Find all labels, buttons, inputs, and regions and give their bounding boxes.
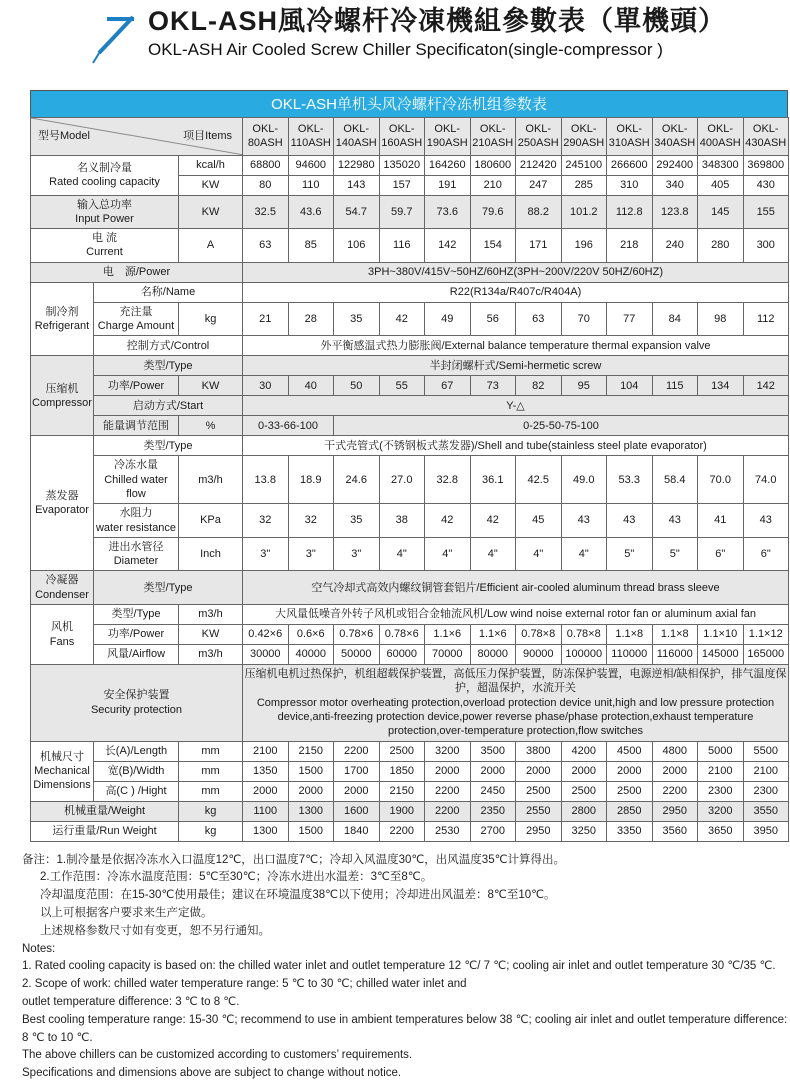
row-label: 能量调节范围: [94, 416, 179, 436]
spec-value: 43: [652, 504, 698, 538]
spec-value: 3650: [698, 821, 744, 841]
spec-value: 2100: [698, 761, 744, 781]
row-label: 水阻力 water resistance: [94, 504, 179, 538]
spec-value: 100000: [561, 645, 607, 665]
spec-value: 1300: [243, 821, 289, 841]
spec-value: 2150: [379, 781, 425, 801]
unit-label: KW: [179, 625, 243, 645]
spec-value: 36.1: [470, 456, 516, 504]
spec-value: 3560: [652, 821, 698, 841]
spec-value: 110000: [607, 645, 653, 665]
spec-value: 1600: [334, 801, 380, 821]
spec-value: 2200: [379, 821, 425, 841]
spec-value: 104: [607, 376, 653, 396]
spec-value: 142: [425, 229, 471, 263]
spec-value: 240: [652, 229, 698, 263]
unit-label: KPa: [179, 504, 243, 538]
security-protection-text: 压缩机电机过热保护，机组超载保护装置，高低压力保护装置，防冻保护装置，电源逆相/缺相保护，排气温度保护，超温保护，水流开关 Compressor motor overheating protection,overload protection device unit,high and low pressure protection device,anti-freezing protection device,power reverse phase/phase protection,exhaust temperature protection,over-temperature protection,flow switches: [243, 665, 789, 741]
note-line: 以上可根据客户要求来生产定做。: [40, 906, 213, 919]
spec-value: 0.42×6: [243, 625, 289, 645]
row-label: 功率/Power: [94, 625, 179, 645]
spec-value: 70.0: [698, 456, 744, 504]
model-column-header: OKL- 80ASH: [243, 118, 289, 156]
spec-value: 45: [516, 504, 562, 538]
row-label: 高(C ) /Hight: [94, 781, 179, 801]
note-line: Specifications and dimensions above are subject to change without notice.: [22, 1067, 402, 1080]
spec-value: 42: [425, 504, 471, 538]
spec-value: 43: [561, 504, 607, 538]
unit-label: m3/h: [179, 605, 243, 625]
spec-value: 56: [470, 302, 516, 336]
notes-section: [22, 852, 790, 1083]
spec-value: 49.0: [561, 456, 607, 504]
spec-value: 135020: [379, 155, 425, 175]
spec-value: 122980: [334, 155, 380, 175]
row-label: 安全保护装置 Security protection: [31, 665, 243, 741]
spec-value: 212420: [516, 155, 562, 175]
spec-value-wide: 0-33-66-100: [243, 416, 334, 436]
spec-value: 63: [243, 229, 289, 263]
spec-value: 101.2: [561, 195, 607, 229]
spec-value: 59.7: [379, 195, 425, 229]
spec-value: 280: [698, 229, 744, 263]
row-label: 启动方式/Start: [94, 396, 243, 416]
spec-value: 79.6: [470, 195, 516, 229]
spec-value: 1.1×8: [607, 625, 653, 645]
row-label: 风量/Airflow: [94, 645, 179, 665]
model-column-header: OKL- 250ASH: [516, 118, 562, 156]
spec-value: 2300: [743, 781, 789, 801]
spec-value: 82: [516, 376, 562, 396]
corner-items-label: 项目Items: [183, 130, 232, 143]
model-column-header: OKL- 190ASH: [425, 118, 471, 156]
spec-value: 1900: [379, 801, 425, 821]
spec-value: 0.6×6: [288, 625, 334, 645]
spec-value: 310: [607, 175, 653, 195]
model-column-header: OKL- 140ASH: [334, 118, 380, 156]
spec-value: 300: [743, 229, 789, 263]
spec-value: 348300: [698, 155, 744, 175]
spec-value-wide: 0-25-50-75-100: [334, 416, 789, 436]
spec-value: 21: [243, 302, 289, 336]
spec-value: 1500: [288, 761, 334, 781]
spec-value: 2200: [425, 781, 471, 801]
spec-value: 32.8: [425, 456, 471, 504]
spec-value: 63: [516, 302, 562, 336]
spec-value: 106: [334, 229, 380, 263]
spec-table-section: [30, 90, 788, 842]
spec-value: 0.78×6: [334, 625, 380, 645]
spec-value: 115: [652, 376, 698, 396]
spec-value: 40000: [288, 645, 334, 665]
spec-value: 2350: [470, 801, 516, 821]
spec-table-body: [31, 118, 789, 842]
spec-value: 157: [379, 175, 425, 195]
spec-value: 2950: [652, 801, 698, 821]
spec-value: 50000: [334, 645, 380, 665]
spec-value: 32: [243, 504, 289, 538]
spec-value: 112.8: [607, 195, 653, 229]
spec-value: 2500: [379, 741, 425, 761]
spec-value: 32: [288, 504, 334, 538]
spec-value: 77: [607, 302, 653, 336]
note-line: 冷却温度范围：在15-30℃使用最佳；建议在环境温度38℃以下使用；冷却进出风温差：8℃至10℃。: [40, 889, 556, 902]
spec-value: 2850: [607, 801, 653, 821]
spec-value: 5": [607, 537, 653, 571]
model-column-header: OKL- 430ASH: [743, 118, 789, 156]
spec-value: 42: [470, 504, 516, 538]
spec-value: 3200: [698, 801, 744, 821]
spec-value: 1300: [288, 801, 334, 821]
note-line: The above chillers can be customized according to customers’ requirements.: [22, 1049, 413, 1062]
spec-value: 4500: [607, 741, 653, 761]
spec-value: 30000: [243, 645, 289, 665]
category-label: 风机 Fans: [31, 605, 94, 665]
spec-value: 145000: [698, 645, 744, 665]
spec-value: 27.0: [379, 456, 425, 504]
spec-value: 2100: [243, 741, 289, 761]
spec-value: 1.1×12: [743, 625, 789, 645]
spec-value: 405: [698, 175, 744, 195]
row-label: 进出水管径 Diameter: [94, 537, 179, 571]
spec-value: 4": [425, 537, 471, 571]
spec-value: 24.6: [334, 456, 380, 504]
spec-value: 50: [334, 376, 380, 396]
spec-value: 3950: [743, 821, 789, 841]
spec-value: 73.6: [425, 195, 471, 229]
category-label: 机械尺寸 Mechanical Dimensions: [31, 741, 94, 801]
spec-value: 3250: [561, 821, 607, 841]
spec-value: 42: [379, 302, 425, 336]
spec-value: 1.1×8: [652, 625, 698, 645]
spec-value: 3": [243, 537, 289, 571]
spec-value: 4": [516, 537, 562, 571]
spec-value: 4": [470, 537, 516, 571]
row-label: 长(A)/Length: [94, 741, 179, 761]
spec-value: 90000: [516, 645, 562, 665]
spec-value: 218: [607, 229, 653, 263]
spec-value: 40: [288, 376, 334, 396]
spec-value: 155: [743, 195, 789, 229]
spec-value: 245100: [561, 155, 607, 175]
spec-value: 145: [698, 195, 744, 229]
spec-value: 196: [561, 229, 607, 263]
spec-value: 2300: [698, 781, 744, 801]
spec-value: 3550: [743, 801, 789, 821]
spec-value: 1500: [288, 821, 334, 841]
row-label: 名称/Name: [94, 282, 243, 302]
spec-value-wide: 外平衡感温式热力膨胀阀/External balance temperature thermal expansion valve: [243, 336, 789, 356]
spec-value-wide: 3PH~380V/415V~50HZ/60HZ(3PH~200V/220V 50HZ/60HZ): [243, 262, 789, 282]
unit-label: Inch: [179, 537, 243, 571]
spec-value: 285: [561, 175, 607, 195]
model-column-header: OKL- 340ASH: [652, 118, 698, 156]
spec-value: 43: [607, 504, 653, 538]
note-line: 备注：1.制冷量是依据冷冻水入口温度12℃，出口温度7℃；冷却入风温度30℃，出风温度35℃计算得出。: [22, 853, 566, 866]
spec-value-wide: 大风量低噪音外转子风机或铝合金轴流风机/Low wind noise external rotor fan or aluminum axial fan: [243, 605, 789, 625]
spec-value: 2200: [652, 781, 698, 801]
spec-value-wide: Y-△: [243, 396, 789, 416]
spec-value: 4": [379, 537, 425, 571]
spec-value: 2000: [652, 761, 698, 781]
spec-value: 41: [698, 504, 744, 538]
spec-value: 191: [425, 175, 471, 195]
spec-value: 110: [288, 175, 334, 195]
spec-value-wide: R22(R134a/R407c/R404A): [243, 282, 789, 302]
spec-value: 0.78×6: [379, 625, 425, 645]
row-label: 类型/Type: [94, 356, 243, 376]
spec-value: 42.5: [516, 456, 562, 504]
row-label: 名义制冷量 Rated cooling capacity: [31, 155, 179, 195]
spec-value: 3350: [607, 821, 653, 841]
spec-value: 5000: [698, 741, 744, 761]
up-right-arrow-icon: [90, 10, 140, 66]
spec-value: 154: [470, 229, 516, 263]
spec-value: 35: [334, 504, 380, 538]
spec-value: 2200: [334, 741, 380, 761]
spec-value: 85: [288, 229, 334, 263]
spec-value: 2000: [516, 761, 562, 781]
spec-value: 340: [652, 175, 698, 195]
spec-value: 49: [425, 302, 471, 336]
row-label: 电 源/Power: [31, 262, 243, 282]
spec-value: 2000: [243, 781, 289, 801]
spec-value: 2700: [470, 821, 516, 841]
spec-value: 3500: [470, 741, 516, 761]
spec-value: 430: [743, 175, 789, 195]
row-label: 输入总功率 Input Power: [31, 195, 179, 229]
spec-value: 2500: [516, 781, 562, 801]
row-label: 充注量 Charge Amount: [94, 302, 179, 336]
spec-value: 2000: [607, 761, 653, 781]
corner-model-label: 型号Model: [38, 130, 90, 143]
spec-value: 2500: [561, 781, 607, 801]
row-label: 类型/Type: [94, 571, 243, 605]
spec-value: 70: [561, 302, 607, 336]
category-label: 冷凝器 Condenser: [31, 571, 94, 605]
spec-value: 98: [698, 302, 744, 336]
note-line: 1. Rated cooling capacity is based on: the chilled water inlet and outlet temperature 12 ℃/ 7 ℃; cooling air inlet and outlet temperature 30 ℃/35 ℃.: [22, 960, 776, 973]
spec-value: 2000: [334, 781, 380, 801]
spec-value: 2000: [470, 761, 516, 781]
spec-value: 142: [743, 376, 789, 396]
spec-value: 1.1×6: [425, 625, 471, 645]
spec-value: 2950: [516, 821, 562, 841]
spec-value: 1.1×6: [470, 625, 516, 645]
spec-value: 95: [561, 376, 607, 396]
spec-value: 164260: [425, 155, 471, 175]
spec-value: 4800: [652, 741, 698, 761]
spec-value: 38: [379, 504, 425, 538]
spec-value: 70000: [425, 645, 471, 665]
spec-value: 2550: [516, 801, 562, 821]
spec-value-wide: 干式壳管式(不锈钢板式蒸发器)/Shell and tube(stainless steel plate evaporator): [243, 436, 789, 456]
category-label: 制冷剂 Refrigerant: [31, 282, 94, 356]
spec-value: 6": [698, 537, 744, 571]
spec-value: 43: [743, 504, 789, 538]
spec-value: 43.6: [288, 195, 334, 229]
note-line: Notes:: [22, 942, 56, 955]
note-line: 上述规格参数尺寸如有变更，恕不另行通知。: [40, 924, 270, 937]
spec-value: 266600: [607, 155, 653, 175]
spec-value: 1100: [243, 801, 289, 821]
table-title-bar: OKL-ASH单机头风冷螺杆冷冻机组参数表: [30, 90, 788, 117]
spec-value: 2000: [425, 761, 471, 781]
page-subtitle: OKL-ASH Air Cooled Screw Chiller Specificaton(single-compressor ): [148, 40, 663, 60]
spec-value: 292400: [652, 155, 698, 175]
spec-value: 2450: [470, 781, 516, 801]
page-title: OKL-ASH風冷螺杆冷凍機組參數表（單機頭）: [148, 6, 726, 36]
spec-value: 53.3: [607, 456, 653, 504]
row-label: 电 流 Current: [31, 229, 179, 263]
spec-value: 2500: [607, 781, 653, 801]
category-label: 蒸发器 Evaporator: [31, 436, 94, 571]
unit-label: %: [179, 416, 243, 436]
spec-value: 5": [652, 537, 698, 571]
spec-value: 2530: [425, 821, 471, 841]
spec-value: 3": [334, 537, 380, 571]
spec-value: 2200: [425, 801, 471, 821]
spec-value-wide: 半封闭螺杆式/Semi-hermetic screw: [243, 356, 789, 376]
spec-value: 84: [652, 302, 698, 336]
spec-value: 165000: [743, 645, 789, 665]
spec-table: [30, 117, 789, 842]
unit-label: KW: [179, 195, 243, 229]
unit-label: m3/h: [179, 456, 243, 504]
row-label: 控制方式/Control: [94, 336, 243, 356]
spec-value: 369800: [743, 155, 789, 175]
spec-value: 2150: [288, 741, 334, 761]
spec-value: 80: [243, 175, 289, 195]
spec-value: 0.78×8: [516, 625, 562, 645]
spec-value: 3200: [425, 741, 471, 761]
spec-value: 1.1×10: [698, 625, 744, 645]
spec-value: 1700: [334, 761, 380, 781]
spec-value: 60000: [379, 645, 425, 665]
spec-value: 88.2: [516, 195, 562, 229]
model-column-header: OKL- 290ASH: [561, 118, 607, 156]
category-label: 压缩机 Compressor: [31, 356, 94, 436]
unit-label: kg: [179, 801, 243, 821]
spec-value: 67: [425, 376, 471, 396]
spec-value: 35: [334, 302, 380, 336]
row-label: 宽(B)/Width: [94, 761, 179, 781]
row-label: 运行重量/Run Weight: [31, 821, 179, 841]
unit-label: m3/h: [179, 645, 243, 665]
note-line: 2.工作范围：冷冻水温度范围：5℃至30℃；冷冻水进出水温差：3℃至8℃。: [40, 871, 433, 884]
spec-value: 3800: [516, 741, 562, 761]
spec-value: 116000: [652, 645, 698, 665]
spec-value: 143: [334, 175, 380, 195]
spec-value: 112: [743, 302, 789, 336]
row-label: 功率/Power: [94, 376, 179, 396]
spec-value: 30: [243, 376, 289, 396]
row-label: 类型/Type: [94, 605, 179, 625]
note-line: Best cooling temperature range: 15-30 ℃; recommend to use in ambient temperatures below 38 ℃; cooling air inlet and outlet temperature difference: 8 ℃ to 10 ℃.: [22, 1013, 788, 1044]
spec-value: 210: [470, 175, 516, 195]
spec-value: 94600: [288, 155, 334, 175]
spec-value: 4200: [561, 741, 607, 761]
spec-value: 13.8: [243, 456, 289, 504]
spec-value: 3": [288, 537, 334, 571]
spec-value: 32.5: [243, 195, 289, 229]
unit-label: A: [179, 229, 243, 263]
model-column-header: OKL- 160ASH: [379, 118, 425, 156]
unit-label: kg: [179, 821, 243, 841]
corner-header-cell: [31, 118, 243, 156]
unit-label: kg: [179, 302, 243, 336]
unit-label: KW: [179, 376, 243, 396]
spec-value-wide: 空气冷却式高效内螺纹铜管套铝片/Efficient air-cooled aluminum thread brass sleeve: [243, 571, 789, 605]
unit-label: kcal/h: [179, 155, 243, 175]
spec-value: 5500: [743, 741, 789, 761]
spec-value: 123.8: [652, 195, 698, 229]
spec-value: 1350: [243, 761, 289, 781]
model-column-header: OKL- 110ASH: [288, 118, 334, 156]
spec-value: 80000: [470, 645, 516, 665]
page-header: [0, 0, 790, 66]
row-label: 机械重量/Weight: [31, 801, 179, 821]
spec-value: 4": [561, 537, 607, 571]
spec-value: 73: [470, 376, 516, 396]
row-label: 冷冻水量 Chilled water flow: [94, 456, 179, 504]
spec-value: 171: [516, 229, 562, 263]
spec-value: 2100: [743, 761, 789, 781]
spec-value: 134: [698, 376, 744, 396]
spec-value: 54.7: [334, 195, 380, 229]
model-column-header: OKL- 310ASH: [607, 118, 653, 156]
spec-value: 0.78×8: [561, 625, 607, 645]
spec-value: 116: [379, 229, 425, 263]
spec-value: 247: [516, 175, 562, 195]
unit-label: mm: [179, 761, 243, 781]
spec-value: 1850: [379, 761, 425, 781]
unit-label: KW: [179, 175, 243, 195]
spec-value: 74.0: [743, 456, 789, 504]
unit-label: mm: [179, 741, 243, 761]
spec-value: 58.4: [652, 456, 698, 504]
spec-value: 28: [288, 302, 334, 336]
note-line: 2. Scope of work: chilled water temperature range: 5 ℃ to 30 ℃; chilled water inlet and: [22, 978, 467, 991]
row-label: 类型/Type: [94, 436, 243, 456]
spec-value: 55: [379, 376, 425, 396]
spec-value: 2800: [561, 801, 607, 821]
spec-value: 2000: [288, 781, 334, 801]
spec-value: 2000: [561, 761, 607, 781]
model-column-header: OKL- 400ASH: [698, 118, 744, 156]
spec-value: 18.9: [288, 456, 334, 504]
spec-value: 6": [743, 537, 789, 571]
spec-value: 68800: [243, 155, 289, 175]
unit-label: mm: [179, 781, 243, 801]
spec-value: 1840: [334, 821, 380, 841]
model-column-header: OKL- 210ASH: [470, 118, 516, 156]
note-line: outlet temperature difference: 3 ℃ to 8 ℃.: [22, 996, 240, 1009]
spec-value: 180600: [470, 155, 516, 175]
title-group: [148, 4, 726, 60]
